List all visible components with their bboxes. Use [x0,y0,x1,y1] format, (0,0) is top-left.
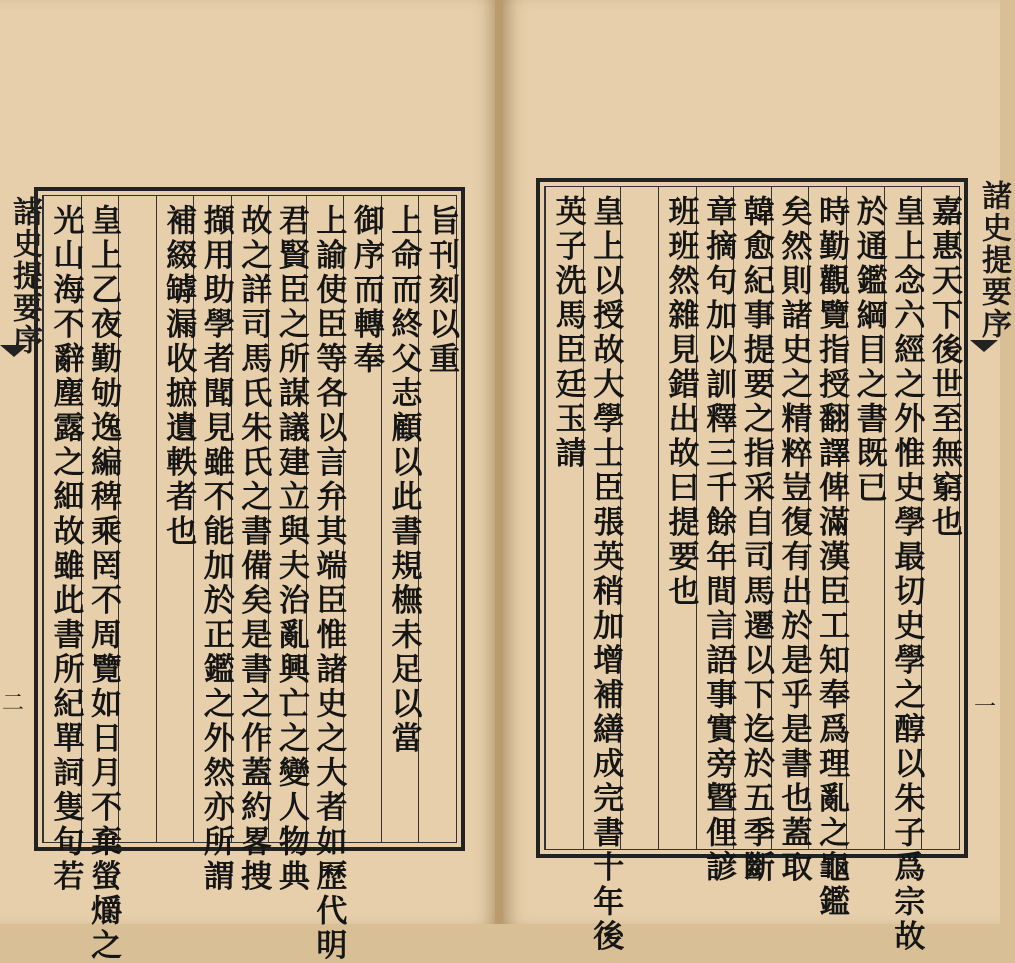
right-text-column [545,187,586,849]
left-column-text: 御序而轉奉 [347,204,384,377]
left-fold-number: 二 [2,691,25,716]
right-text-column [884,187,925,954]
left-text-column [156,196,197,842]
right-text-column [921,187,962,849]
right-column-text: 時勤觀覽指授翻譯俾滿漢臣工知奉爲理亂之龜鑑 [813,195,850,920]
right-text-column [620,187,658,849]
left-text-column [381,196,422,842]
right-text-column [808,187,850,920]
right-text-frame [536,178,968,954]
right-text-column [771,187,812,885]
right-text-column [696,187,737,885]
left-column-text: 旨刊刻以重 [423,204,459,377]
left-text-column [118,196,156,842]
left-text-column [43,196,84,894]
left-column-grid [42,195,459,963]
right-fold-number: 一 [974,695,997,720]
right-column-grid [544,186,962,954]
right-column-text: 於通鑑綱目之書既已 [850,195,887,506]
left-text-column [343,196,384,842]
left-column-text: 擷用助學者聞見雖不能加於正鑑之外然亦所謂 [197,204,234,894]
left-column-text: 故之詳司馬氏朱氏之書備矣是書之作蓋約畧捜 [235,204,272,894]
left-fishtail-mark [0,345,28,357]
right-text-column [658,187,699,849]
right-column-text: 英子洗馬臣廷玉請 [549,195,586,471]
left-column-text: 光山海不辭塵露之細故雖此書所紀單詞隻句若 [47,204,84,894]
right-column-text: 皇上念六經之外惟史學最切史學之醇以朱子爲宗故 [888,195,925,954]
right-text-column [583,187,624,954]
left-text-column [418,196,459,842]
left-column-text: 皇上乙夜勤劬逸編稗乘罔不周覽如日月不棄螢爝之 [85,204,122,963]
right-column-text: 班班然雜見錯出故曰提要也 [662,195,699,609]
left-text-column [193,196,234,894]
left-column-text: 補綴罅漏收摭遺軼者也 [160,204,197,549]
left-column-text: 君賢臣之所謀議建立與夫治亂興亡之變人物典 [272,204,309,894]
left-text-column [268,196,309,894]
left-text-frame [34,187,465,963]
right-column-text: 皇上以授故大學士臣張英稍加增補繕成完書十年後 [587,195,624,954]
right-page [503,0,1011,954]
left-column-text: 上諭使臣等各以言弁其端臣惟諸史之大者如歷代明 [310,204,347,963]
left-margin-title: 諸史提要序 [7,196,42,356]
right-fishtail-mark [970,340,998,352]
right-text-column [846,187,887,849]
right-column-text: 嘉惠天下後世至無窮也 [926,195,962,540]
left-text-column [81,196,122,963]
right-margin-title: 諸史提要序 [976,180,1011,340]
right-column-text: 韓愈紀事提要之指采自司馬遷以下迄於五季斷 [737,195,774,885]
left-text-column [231,196,272,894]
right-column-text: 章摘句加以訓釋三千餘年間言語事實旁曁俚諺 [700,195,737,885]
left-column-text: 上命而終父志顧以此書規橅未足以當 [385,204,422,756]
left-page [0,0,497,963]
left-text-column [306,196,347,963]
right-text-column [733,187,774,885]
right-column-text: 矣然則諸史之精粹豈復有出於是乎是書也蓋取 [775,195,812,885]
